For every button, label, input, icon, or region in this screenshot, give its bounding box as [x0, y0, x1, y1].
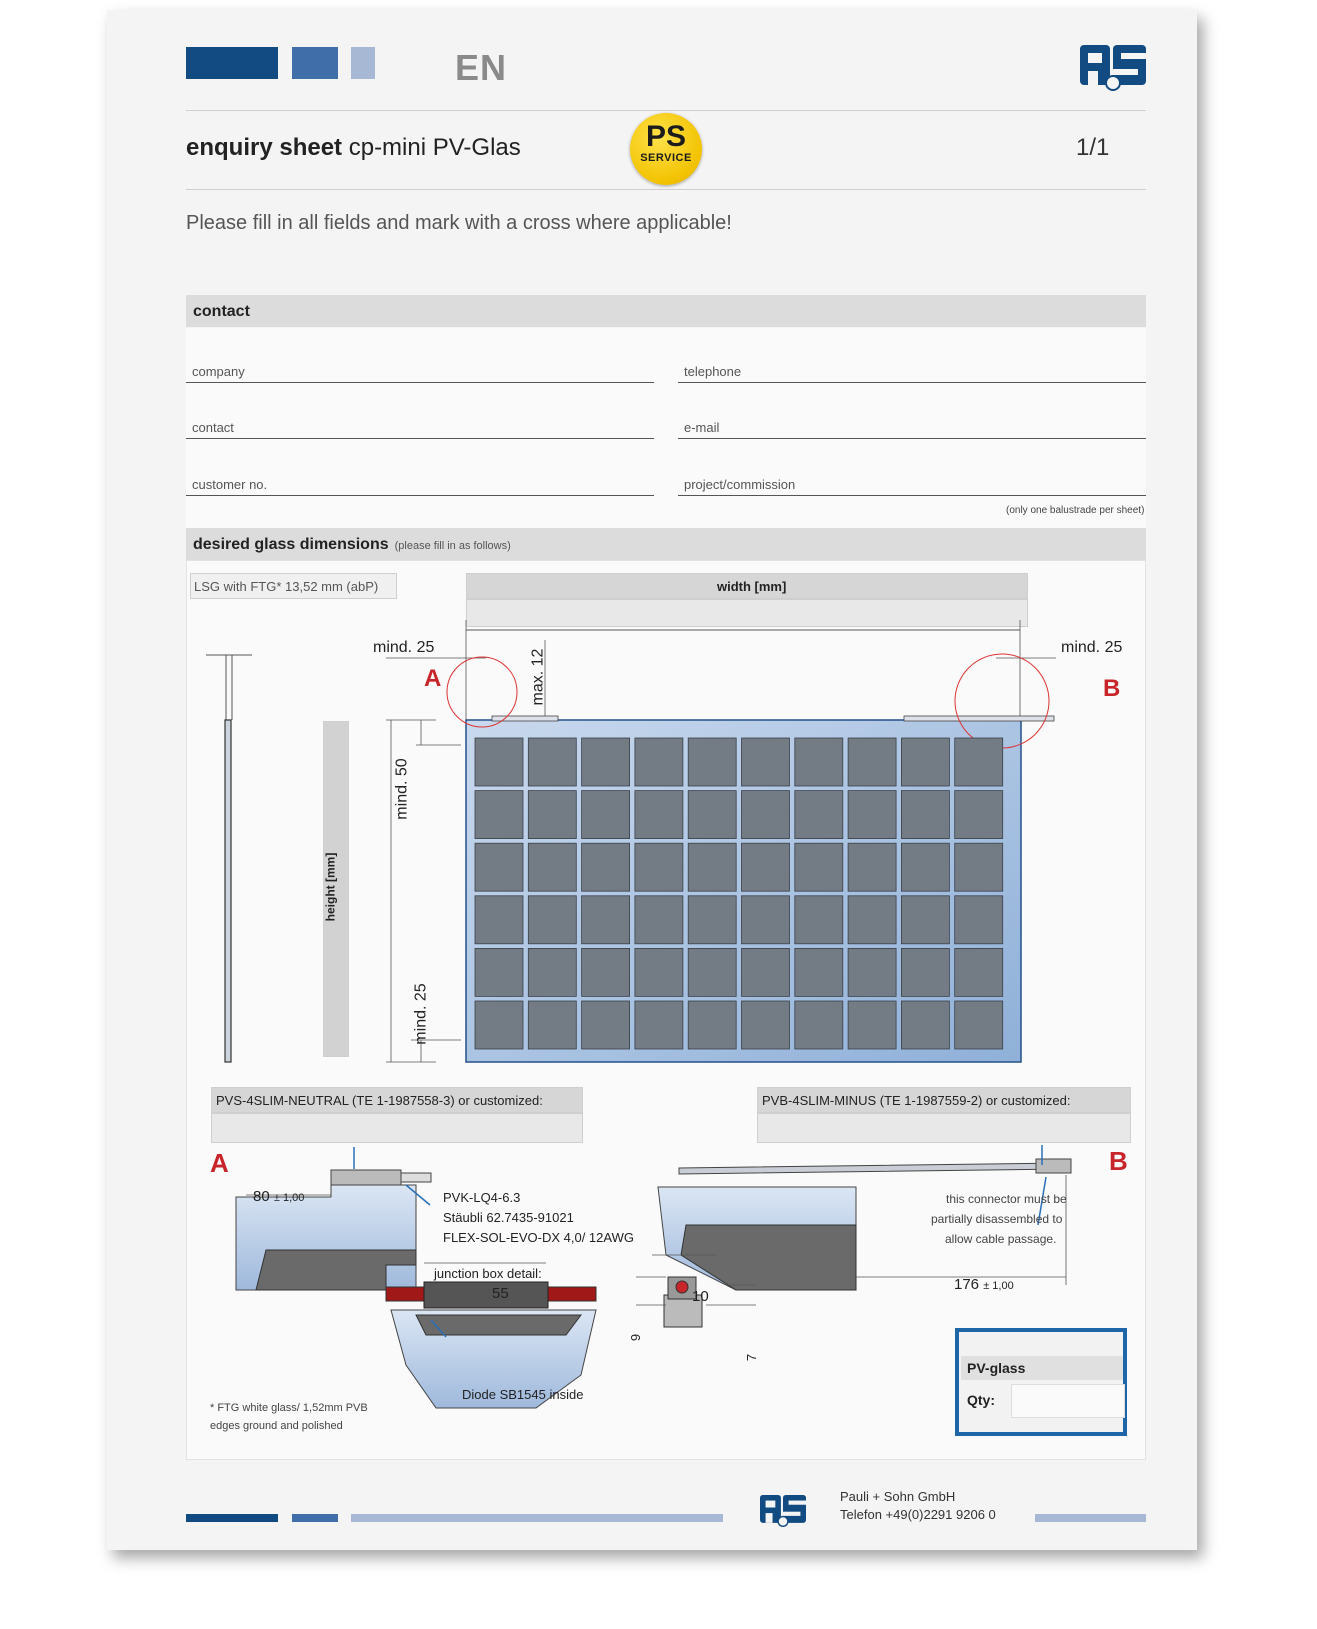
width-label: width [mm] — [717, 579, 787, 594]
solar-cell — [688, 791, 736, 839]
contact-form — [186, 328, 1146, 528]
solar-cell — [901, 738, 949, 786]
height-label: height [mm] — [323, 852, 338, 922]
badge-top-text: PS — [645, 120, 687, 153]
solar-cell — [528, 948, 576, 996]
solar-cell — [635, 1001, 683, 1049]
dimensions-section-title — [193, 536, 511, 554]
footer-bar-right — [1035, 1514, 1146, 1522]
title-bold: enquiry sheet — [186, 134, 343, 161]
header-rule-top — [186, 110, 1146, 111]
footer-bar-light — [351, 1514, 723, 1522]
solar-cell — [848, 738, 896, 786]
solar-cell — [955, 738, 1003, 786]
solar-cell — [795, 896, 843, 944]
ps-logo-icon — [1080, 45, 1146, 91]
qty-box — [955, 1328, 1127, 1436]
detail-a-spec-3: FLEX-SOL-EVO-DX 4,0/ 12AWG — [443, 1230, 634, 1245]
ps-service-badge — [630, 113, 702, 185]
footer-bar-mid — [292, 1514, 338, 1522]
solar-cell — [901, 896, 949, 944]
solar-cell — [795, 1001, 843, 1049]
page-title — [186, 134, 521, 162]
solar-cell — [901, 791, 949, 839]
glass-side-profile — [206, 655, 252, 1062]
detail-a-spec-1: PVK-LQ4-6.3 — [443, 1190, 521, 1205]
mind25-bottom-label: mind. 25 — [412, 983, 430, 1045]
solar-cell — [848, 1001, 896, 1049]
solar-cell — [528, 1001, 576, 1049]
solar-cell — [475, 896, 523, 944]
detail-a-spec-2: Stäubli 62.7435-91021 — [443, 1210, 574, 1225]
dimensions-hint: (please fill in as follows) — [394, 540, 511, 552]
junction-box-diode: Diode SB1545 inside — [462, 1387, 584, 1402]
solar-cell — [582, 738, 630, 786]
qty-input[interactable] — [1011, 1384, 1125, 1418]
footer-company-info — [840, 1488, 996, 1524]
contact-section-header — [186, 295, 1146, 327]
dimensions-section-header — [186, 528, 1146, 560]
solar-cell — [848, 843, 896, 891]
dimensions-title-text: desired glass dimensions — [193, 536, 389, 553]
detail-a-dim-tol: ± 1,00 — [273, 1192, 305, 1204]
title-rest: cp-mini PV-Glas — [348, 134, 521, 161]
junction-box-title: junction box detail: — [434, 1266, 542, 1281]
solar-cell — [742, 896, 790, 944]
detail-a-drawing — [236, 1147, 431, 1290]
solar-cell — [742, 738, 790, 786]
solar-cell — [688, 896, 736, 944]
badge-bottom-text: SERVICE — [640, 152, 692, 164]
lsg-label: LSG with FTG* 13,52 mm (abP) — [194, 579, 379, 594]
header-bar-mid — [292, 47, 338, 79]
solar-cell — [635, 791, 683, 839]
solar-cell — [688, 948, 736, 996]
email-field[interactable] — [678, 418, 1146, 439]
solar-cell — [475, 843, 523, 891]
footer-company: Pauli + Sohn GmbH — [840, 1489, 956, 1504]
solar-cell — [795, 843, 843, 891]
project-field[interactable] — [678, 475, 1146, 496]
detail-b-dimension — [954, 1276, 1014, 1293]
solar-cell — [582, 896, 630, 944]
project-label: project/commission — [684, 477, 796, 492]
detail-b-dim-value: 176 — [954, 1276, 980, 1293]
solar-cell — [955, 896, 1003, 944]
connector-b-header — [757, 1087, 1131, 1113]
panel-drawing — [186, 620, 1146, 1070]
mind25-left-label: mind. 25 — [373, 639, 435, 656]
contact-section-title: contact — [193, 303, 250, 320]
solar-cell — [582, 1001, 630, 1049]
telephone-label: telephone — [684, 364, 742, 379]
connector-a-header — [211, 1087, 583, 1113]
solar-cell — [955, 791, 1003, 839]
solar-cell — [635, 738, 683, 786]
email-label: e-mail — [684, 420, 720, 435]
connector-a-label: PVS-4SLIM-NEUTRAL (TE 1-1987558-3) or customized: — [216, 1093, 543, 1108]
connector-b-label: PVB-4SLIM-MINUS (TE 1-1987559-2) or customized: — [762, 1093, 1071, 1108]
solar-cell — [582, 791, 630, 839]
junction-box-width: 55 — [492, 1285, 509, 1302]
telephone-field[interactable] — [678, 362, 1146, 383]
marker-a-circle — [447, 657, 517, 727]
qty-title-row — [961, 1356, 1123, 1380]
connector-b-input[interactable] — [757, 1113, 1131, 1143]
solar-cell — [635, 948, 683, 996]
detail-b-note-3: allow cable passage. — [945, 1232, 1057, 1246]
detail-a-dimension — [253, 1188, 304, 1205]
solar-cell — [742, 948, 790, 996]
small-dim-10: 10 — [692, 1288, 709, 1305]
solar-cell — [901, 948, 949, 996]
solar-cell — [635, 843, 683, 891]
solar-cell — [901, 843, 949, 891]
header-rule-bottom — [186, 189, 1146, 190]
contact-field[interactable] — [186, 418, 654, 439]
customer-no-label: customer no. — [192, 477, 268, 492]
solar-cell — [795, 738, 843, 786]
header-bar-light — [351, 47, 375, 79]
detail-b-note-2: partially disassembled to — [931, 1212, 1063, 1226]
solar-cell — [635, 896, 683, 944]
solar-cell — [528, 843, 576, 891]
solar-cell — [582, 843, 630, 891]
footnote-2: edges ground and polished — [210, 1420, 343, 1432]
company-label: company — [192, 364, 245, 379]
solar-cell — [955, 1001, 1003, 1049]
mind25-right-label: mind. 25 — [1061, 639, 1123, 656]
qty-title: PV-glass — [967, 1360, 1026, 1376]
solar-cell — [528, 896, 576, 944]
footnote-1: * FTG white glass/ 1,52mm PVB — [210, 1402, 368, 1414]
solar-cell — [955, 948, 1003, 996]
detail-b-marker: B — [1109, 1146, 1128, 1176]
solar-cell — [475, 948, 523, 996]
solar-cell — [475, 738, 523, 786]
page-number: 1/1 — [1076, 134, 1110, 161]
solar-cell — [848, 948, 896, 996]
qty-label: Qty: — [967, 1392, 995, 1408]
detail-b-dim-tol: ± 1,00 — [983, 1280, 1014, 1292]
solar-cell — [528, 738, 576, 786]
detail-a-dim-value: 80 — [253, 1188, 270, 1205]
ps-logo-footer-icon — [760, 1494, 806, 1528]
company-field[interactable] — [186, 362, 654, 383]
small-dim-7: 7 — [744, 1353, 760, 1362]
solar-cell — [742, 791, 790, 839]
width-header — [466, 573, 1028, 599]
solar-cell — [955, 843, 1003, 891]
solar-cell — [742, 843, 790, 891]
solar-cell — [901, 1001, 949, 1049]
solar-cell — [475, 791, 523, 839]
header-bar-dark — [186, 47, 278, 79]
solar-cell — [528, 791, 576, 839]
solar-cell — [475, 1001, 523, 1049]
instruction-text: Please fill in all fields and mark with a cross where applicable! — [186, 212, 732, 234]
solar-cell — [848, 791, 896, 839]
balustrade-note: (only one balustrade per sheet) — [1006, 505, 1145, 516]
marker-b-label: B — [1103, 675, 1121, 702]
small-dim-9: 9 — [628, 1333, 644, 1342]
connector-a-input[interactable] — [211, 1113, 583, 1143]
solar-cell — [795, 948, 843, 996]
solar-cell — [688, 738, 736, 786]
solar-cell — [688, 1001, 736, 1049]
marker-a-label: A — [424, 665, 442, 692]
solar-cell — [848, 896, 896, 944]
connector-b-drawing — [904, 716, 1054, 721]
language-code: EN — [455, 47, 508, 88]
footer-phone: Telefon +49(0)2291 9206 0 — [840, 1507, 996, 1522]
lsg-label-box — [190, 573, 397, 599]
footer-bar-dark — [186, 1514, 278, 1522]
solar-cell — [795, 791, 843, 839]
max12-label: max. 12 — [529, 648, 547, 706]
solar-cell — [688, 843, 736, 891]
contact-label: contact — [192, 420, 234, 435]
solar-cell — [742, 1001, 790, 1049]
mind50-label: mind. 50 — [393, 758, 411, 820]
customer-no-field[interactable] — [186, 475, 654, 496]
solar-cell — [582, 948, 630, 996]
detail-a-marker: A — [210, 1148, 229, 1178]
detail-b-note-1: this connector must be — [946, 1192, 1067, 1206]
